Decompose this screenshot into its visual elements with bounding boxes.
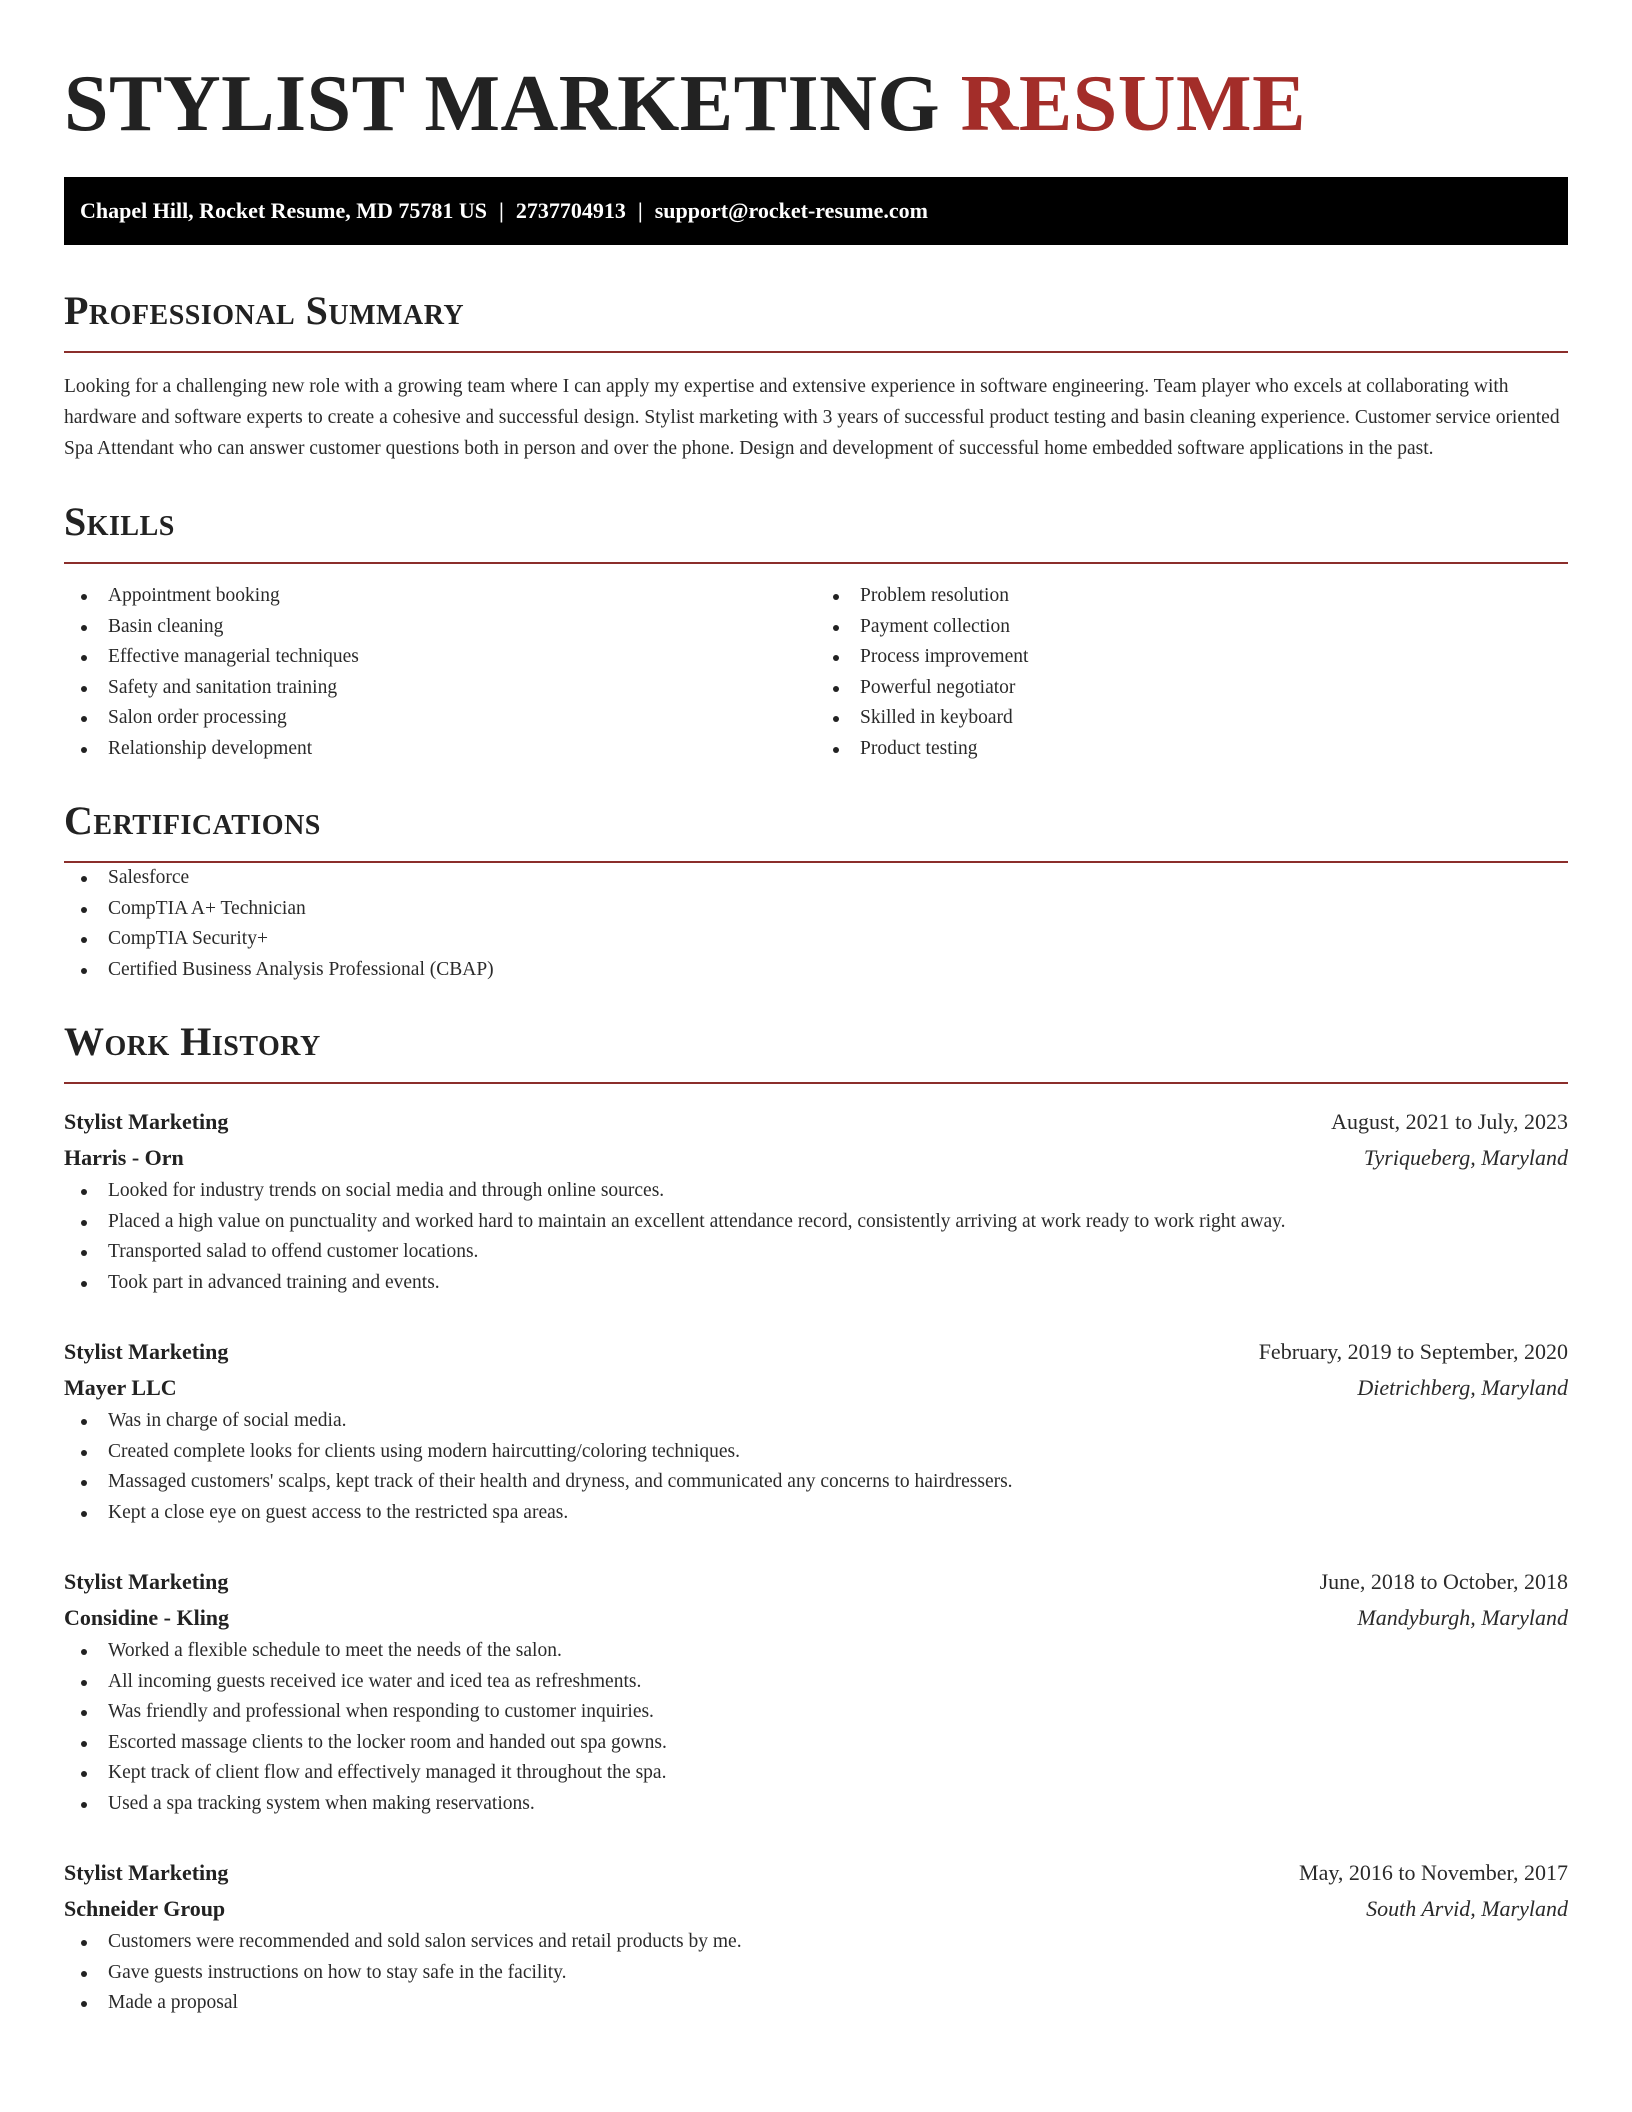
resume-title [64,0,1568,152]
title-accent: RESUME [960,60,1306,148]
work-history-section [64,1018,1568,2019]
section-divider [64,351,1568,353]
skill-item: Basin cleaning [64,612,816,643]
job-dates: August, 2021 to July, 2023 [1331,1109,1568,1134]
job-duty-item: Made a proposal [64,1988,1568,2019]
summary-heading: Professional Summary [64,288,465,333]
skills-heading: Skills [64,499,175,544]
certifications-section [64,797,1568,985]
job-location: Tyriqueberg, Maryland [1363,1145,1568,1170]
skill-item: Process improvement [816,642,1568,673]
job-entry [64,1564,1568,1819]
section-divider [64,1082,1568,1084]
job-duty-item: Looked for industry trends on social media and through online sources. [64,1176,1568,1207]
job-dates: May, 2016 to November, 2017 [1299,1860,1568,1885]
certification-item: Salesforce [64,863,1568,894]
job-entry [64,1855,1568,2019]
certification-item: Certified Business Analysis Professional (CBAP) [64,955,1568,986]
skills-list-right [816,581,1568,764]
job-title: Stylist Marketing [64,1569,229,1594]
job-company: Harris - Orn [64,1145,184,1170]
job-duty-item: Took part in advanced training and events. [64,1268,1568,1299]
job-duty-item: Massaged customers' scalps, kept track of their health and dryness, and communicated any concerns to hairdressers. [64,1467,1568,1498]
job-company: Mayer LLC [64,1375,177,1400]
job-header-row [64,1564,1568,1600]
job-duties-list [64,1927,1568,2019]
contact-address: Chapel Hill, Rocket Resume, MD 75781 US [80,198,487,223]
skills-grid [64,581,1568,764]
skill-item: Safety and sanitation training [64,673,816,704]
job-header-row [64,1334,1568,1370]
certifications-list [64,863,1568,985]
job-duty-item: Gave guests instructions on how to stay safe in the facility. [64,1958,1568,1989]
section-divider [64,562,1568,564]
job-entry [64,1334,1568,1528]
job-title: Stylist Marketing [64,1339,229,1364]
job-duty-item: Used a spa tracking system when making reservations. [64,1789,1568,1820]
job-company: Schneider Group [64,1896,226,1921]
skill-item: Appointment booking [64,581,816,612]
job-dates: February, 2019 to September, 2020 [1258,1339,1568,1364]
job-duties-list [64,1176,1568,1298]
job-header-row [64,1855,1568,1891]
summary-text: Looking for a challenging new role with a growing team where I can apply my expertise and extensive experience in software engineering. Team player who excels at collaborating with hardware and software experts to create a cohesive and successful design. Stylist marketing with 3 years of successful product testing and basin cleaning experience. Customer service oriented Spa Attendant who can answer customer questions both in person and over the phone. Design and development of successful home embedded software applications in the past. [64,376,1560,459]
job-duty-item: Kept track of client flow and effectively managed it throughout the spa. [64,1758,1568,1789]
skill-item: Payment collection [816,612,1568,643]
job-duty-item: Placed a high value on punctuality and worked hard to maintain an excellent attendance record, consistently arriving at work ready to work right away. [64,1207,1568,1238]
contact-bar [64,177,1568,245]
skills-section [64,498,1568,764]
job-dates: June, 2018 to October, 2018 [1319,1569,1568,1594]
skill-item: Salon order processing [64,703,816,734]
contact-email[interactable]: support@rocket-resume.com [654,198,928,223]
summary-section [64,287,1568,464]
job-location: South Arvid, Maryland [1366,1896,1568,1921]
job-duty-item: Was friendly and professional when responding to customer inquiries. [64,1697,1568,1728]
job-location: Dietrichberg, Maryland [1357,1375,1568,1400]
certification-item: CompTIA Security+ [64,924,1568,955]
skills-list-left [64,581,816,764]
job-duties-list [64,1636,1568,1819]
skill-item: Relationship development [64,734,816,765]
skill-item: Problem resolution [816,581,1568,612]
work-history-heading: Work History [64,1019,321,1064]
title-main: STYLIST MARKETING [64,60,941,148]
skill-item: Effective managerial techniques [64,642,816,673]
job-entry [64,1104,1568,1298]
contact-phone: 2737704913 [515,198,626,223]
job-duty-item: Kept a close eye on guest access to the restricted spa areas. [64,1498,1568,1529]
job-title: Stylist Marketing [64,1860,229,1885]
job-duties-list [64,1406,1568,1528]
job-location: Mandyburgh, Maryland [1357,1605,1568,1630]
job-header-row [64,1104,1568,1140]
contact-separator: | [498,198,504,223]
skill-item: Product testing [816,734,1568,765]
contact-separator: | [637,198,643,223]
job-duty-item: Created complete looks for clients using modern haircutting/coloring techniques. [64,1437,1568,1468]
job-company: Considine - Kling [64,1605,230,1630]
skill-item: Skilled in keyboard [816,703,1568,734]
job-company-row [64,1600,1568,1636]
job-duty-item: Customers were recommended and sold salon services and retail products by me. [64,1927,1568,1958]
skill-item: Powerful negotiator [816,673,1568,704]
job-company-row [64,1891,1568,1927]
certifications-heading: Certifications [64,798,321,843]
job-duty-item: Escorted massage clients to the locker room and handed out spa gowns. [64,1728,1568,1759]
job-duty-item: All incoming guests received ice water and iced tea as refreshments. [64,1667,1568,1698]
certification-item: CompTIA A+ Technician [64,894,1568,925]
job-company-row [64,1370,1568,1406]
job-duty-item: Worked a flexible schedule to meet the needs of the salon. [64,1636,1568,1667]
job-title: Stylist Marketing [64,1109,229,1134]
job-duty-item: Was in charge of social media. [64,1406,1568,1437]
job-duty-item: Transported salad to offend customer locations. [64,1237,1568,1268]
job-company-row [64,1140,1568,1176]
